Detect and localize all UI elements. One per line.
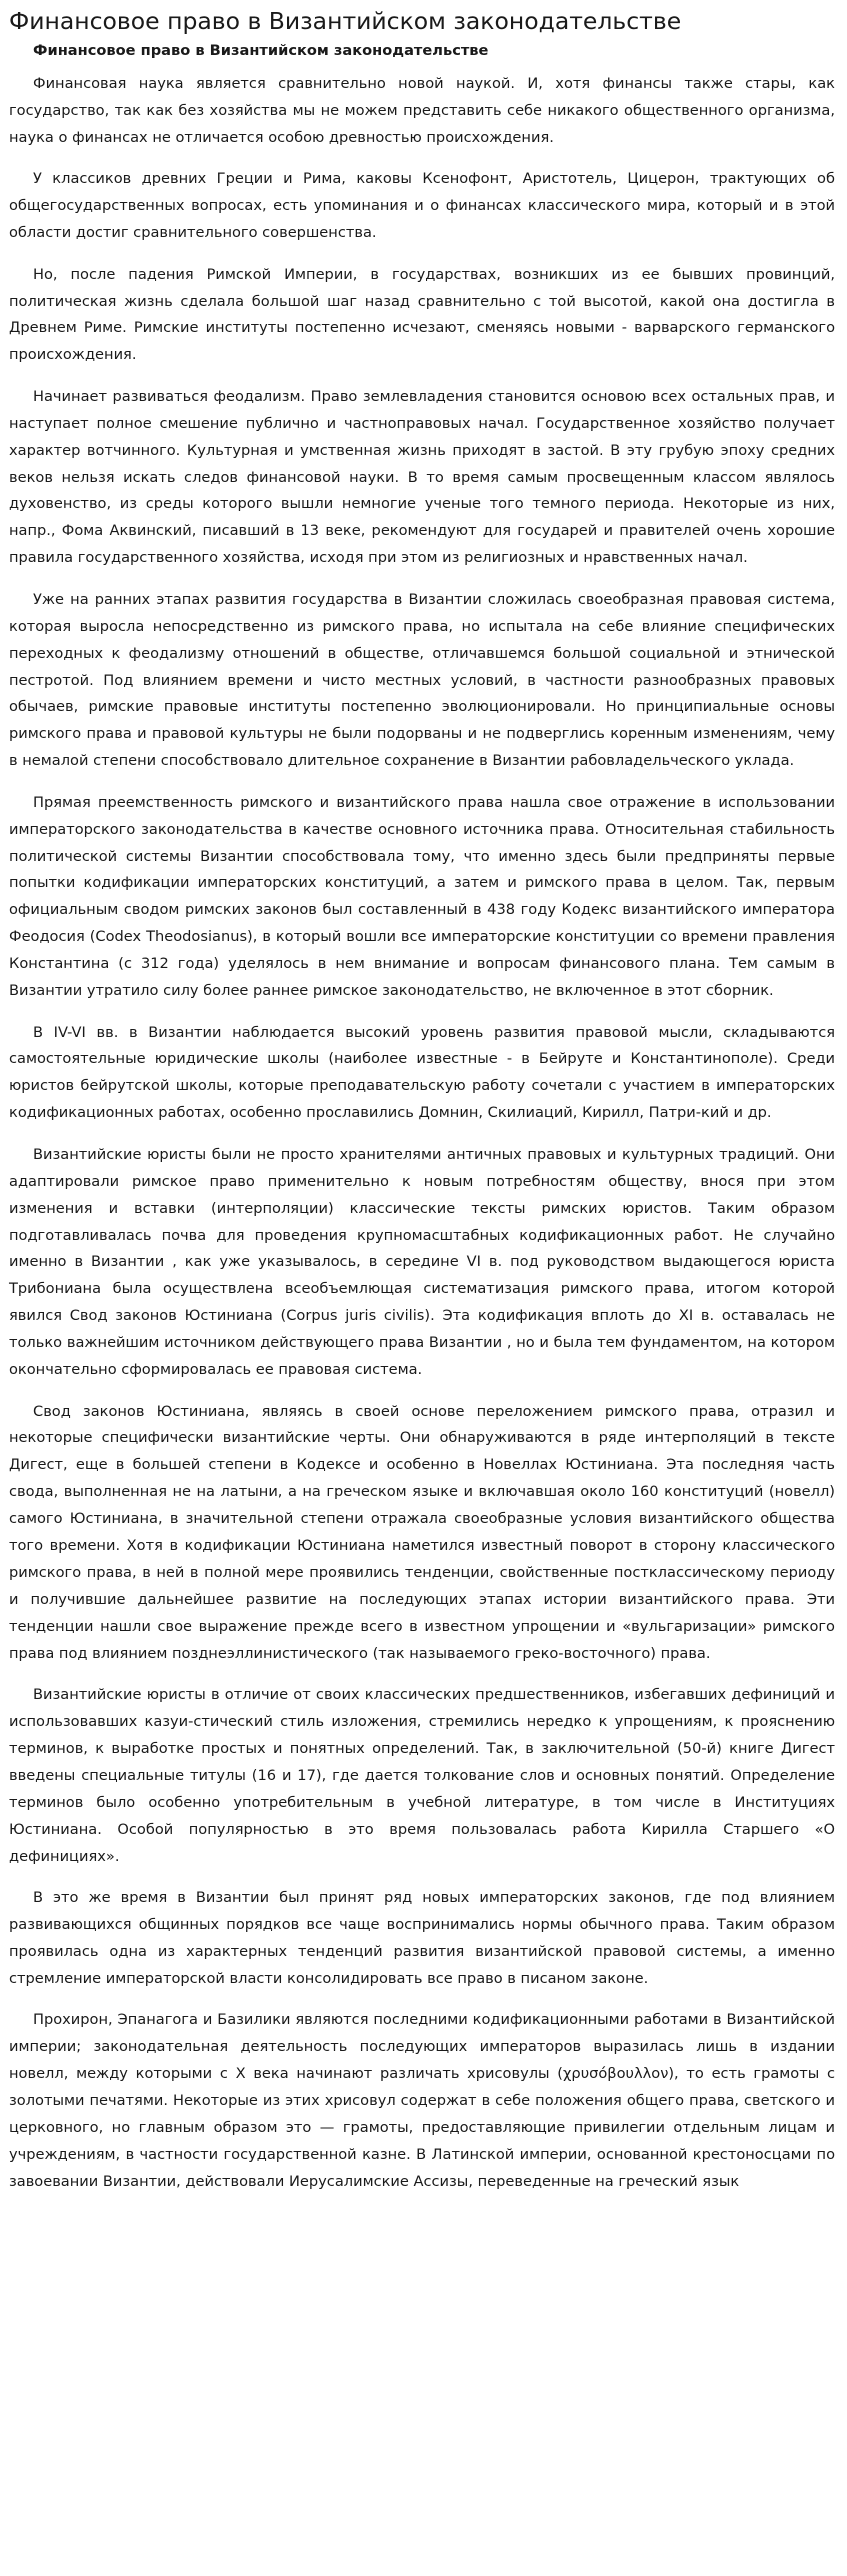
paragraph-10: Византийские юристы в отличие от своих классических предшественников, избегавших дефиниций и использовавших казуи-стический стиль изложения, стремились нередко к упрощениям, к прояснению терминов, к выработке простых и понятных определений. Так, в заключительной (50-й) книге Дигест введены специальные титулы (16 и 17), где дается толкование слов и основных понятий. Определение терминов было особенно употребительным в учебной литературе, в том числе в Институциях Юстиниана. Особой популярностью в это время пользовалась работа Кирилла Старшего «О дефинициях». (9, 1686, 835, 1865)
paragraph-8: Византийские юристы были не просто хранителями античных правовых и культурных традиций. Они адаптировали римское право применительно к новым потребностям обществу, внося при этом изменения и вставки (интерполяции) классические тексты римских юристов. Таким образом подготавливалась почва для проведения крупномасштабных кодификационных работ. Не случайно именно в Византии , как уже указывалось, в середине VI в. под руководством выдающегося юриста Трибониана была осуществлена всеобъемлющая систематизация римского права, итогом которой явился Свод законов Юстиниана (Corpus juris civilis). Эта кодификация вплоть до XI в. оставалась не только важнейшим источником действующего права Византии , но и была тем фундаментом, на котором окончательно сформировалась ее правовая система. (9, 1145, 835, 1379)
article-heading: Финансовое право в Византийском законодательстве (33, 42, 489, 59)
paragraph-1: Финансовая наука является сравнительно новой наукой. И, хотя финансы также стары, как государство, так как без хозяйства мы не можем представить себе никакого общественного организма, наука о финансах не отличается особою древностью происхождения. (9, 75, 835, 146)
paragraph-5: Уже на ранних этапах развития государства в Византии сложилась своеобразная правовая система, которая выросла непосредственно из римского права, но испытала на себе влияние специфических переходных к феодализму отношений в обществе, отличавшемся большой социальной и этнической пестротой. Под влиянием времени и чисто местных условий, в частности разнообразных правовых обычаев, римские правовые институты постепенно эволюционировали. Но принципиальные основы римского права и правовой культуры не были подорваны и не подверглись коренным изменениям, чему в немалой степени способствовало длительное сохранение в Византии рабовладельческого уклада. (9, 590, 835, 770)
page-title: Финансовое право в Византийском законодательстве (9, 7, 682, 35)
paragraph-11: В это же время в Византии был принят ряд новых императорских законов, где под влиянием развивающихся общинных порядков все чаще воспринимались нормы обычного права. Таким образом проявилась одна из характерных тенденций развития византийской правовой системы, а именно стремление императорской власти консолидировать все право в писаном законе. (9, 1889, 835, 1987)
paragraph-12: Прохирон, Эпанагога и Базилики являются последними кодификационными работами в Византийской империи; законодательная деятельность последующих императоров выразилась лишь в издании новелл, между которыми с X века начинают различать хрисовулы (χρυσόβουλλον), то есть грамоты с золотыми печатями. Некоторые из этих хрисовул содержат в себе положения общего права, светского и церковного, но главным образом это — грамоты, предоставляющие привилегии отдельным лицам и учреждениям, в частности государственной казне. В Латинской империи, основанной крестоносцами по завоевании Византии, действовали Иерусалимские Ассизы, переведенные на греческий язык (9, 2011, 835, 2190)
paragraph-9: Свод законов Юстиниана, являясь в своей основе переложением римского права, отразил и некоторые специфически византийские черты. Они обнаруживаются в ряде интерполяций в тексте Дигест, еще в большей степени в Кодексе и особенно в Новеллах Юстиниана. Эта последняя часть свода, выполненная не на латыни, а на греческом языке и включавшая около 160 конституций (новелл) самого Юстиниана, в значительной степени отражала своеобразные условия византийского общества того времени. Хотя в кодификации Юстиниана наметился известный поворот в сторону классического римского права, в ней в полной мере проявились тенденции, свойственные постклассическому периоду и получившие дальнейшее развитие на последующих этапах истории византийского права. Эти тенденции нашли свое выражение прежде всего в известном упрощении и «вульгаризации» римского права под влиянием позднеэллинистического (так называемого греко-восточного) права. (9, 1402, 835, 1662)
paragraph-3: Но, после падения Римской Империи, в государствах, возникших из ее бывших провинций, политическая жизнь сделала большой шаг назад сравнительно с той высотой, какой она достигла в Древнем Риме. Римские институты постепенно исчезают, сменяясь новыми - варварского германского происхождения. (9, 265, 835, 364)
paragraph-4: Начинает развиваться феодализм. Право землевладения становится основою всех остальных прав, и наступает полное смешение публично и частноправовых начал. Государственное хозяйство получает характер вотчинного. Культурная и умственная жизнь приходят в застой. В эту грубую эпоху средних веков нельзя искать следов финансовой науки. В то время самым просвещенным классом являлось духовенство, из среды которого вышли немногие ученые того темного периода. Некоторые из них, напр., Фома Аквинский, писавший в 13 веке, рекомендуют для государей и правителей очень хорошие правила государственного хозяйства, исходя при этом из религиозных и нравственных начал. (9, 387, 835, 567)
paragraph-7: В IV-VI вв. в Византии наблюдается высокий уровень развития правовой мысли, складываются самостоятельные юридические школы (наиболее известные - в Бейруте и Константинополе). Среди юристов бейрутской школы, которые преподавательскую работу сочетали с участием в императорских кодификационных работах, особенно прославились Домнин, Скилиаций, Кирилл, Патри-кий и др. (9, 1023, 835, 1122)
paragraph-6: Прямая преемственность римского и византийского права нашла свое отражение в использовании императорского законодательства в качестве основного источника права. Относительная стабильность политической системы Византии способствовала тому, что именно здесь были предприняты первые попытки кодификации императорских конституций, а затем и римского права в целом. Так, первым официальным сводом римских законов был составленный в 438 году Кодекс византийского императора Феодосия (Codex Theodosianus), в который вошли все императорские конституции со времени правления Константина (с 312 года) уделялось в нем внимание и вопросам финансового плана. Тем самым в Византии утратило силу более раннее римское законодательство, не включенное в этот сборник. (9, 793, 835, 1000)
paragraph-2: У классиков древних Греции и Рима, каковы Ксенофонт, Аристотель, Цицерон, трактующих об общегосударственных вопросах, есть упоминания и о финансах классического мира, который и в этой области достиг сравнительного совершенства. (9, 170, 835, 242)
